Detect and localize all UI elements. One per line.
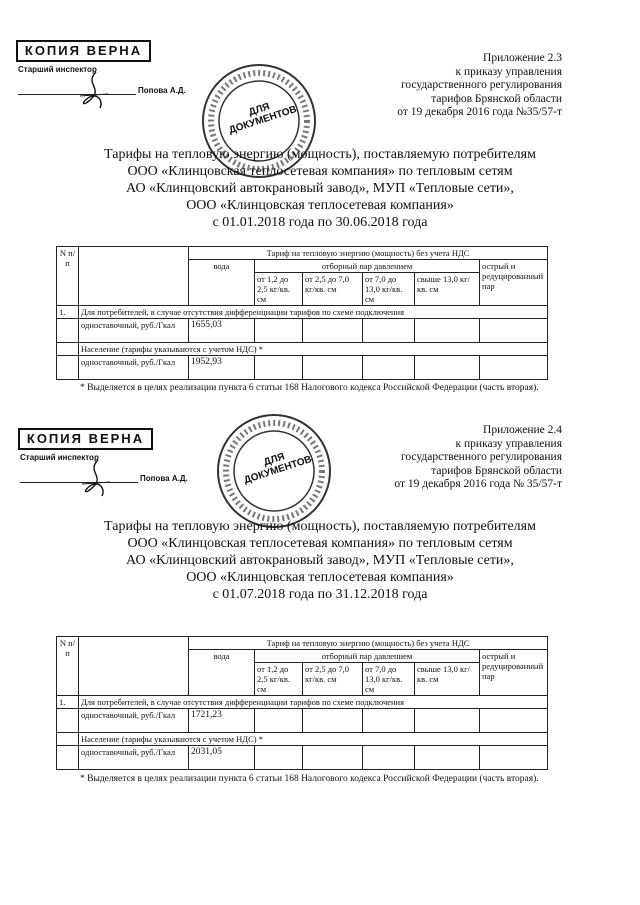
table-cell xyxy=(415,319,480,343)
row-section: Население (тарифы указываются с учетом НДС) * xyxy=(79,343,548,356)
copy-stamp-title: КОПИЯ ВЕРНА xyxy=(16,40,151,62)
appendix-date: от 19 декабря 2016 года №35/57-т xyxy=(397,106,562,118)
title-period: с 01.01.2018 года по 30.06.2018 года xyxy=(212,215,428,230)
header-n: N п/п xyxy=(57,247,79,306)
title-line: ООО «Клинцовская теплосетевая компания» по тепловым сетям xyxy=(127,164,513,179)
header-p4: свыше 13,0 кг/кв. см xyxy=(415,273,480,306)
copy-certified-stamp xyxy=(18,428,188,488)
table-cell xyxy=(57,733,79,746)
table-cell xyxy=(363,356,415,380)
header-p2: от 2,5 до 7,0 кг/кв. см xyxy=(303,273,363,306)
appendix-date: от 19 декабря 2016 года № 35/57-т xyxy=(394,478,562,490)
rate-value: 1721,23 xyxy=(189,709,255,733)
table-cell xyxy=(255,319,303,343)
table-cell xyxy=(480,746,548,770)
header-blank xyxy=(79,637,189,696)
appendix-line: к приказу управления xyxy=(455,437,562,450)
header-n: N п/п xyxy=(57,637,79,696)
title-period: с 01.07.2018 года по 31.12.2018 года xyxy=(212,587,428,602)
header-sharp: острый и редуцированный пар xyxy=(480,650,548,696)
appendix-line: государственного регулирования xyxy=(400,79,562,91)
table-cell xyxy=(303,746,363,770)
row-label: одноставочный, руб./Гкал xyxy=(79,319,189,343)
copy-stamp-role: Старший инспектор xyxy=(20,453,99,462)
row-label: одноставочный, руб./Гкал xyxy=(79,356,189,380)
header-p4: свыше 13,0 кг/кв. см xyxy=(415,663,480,696)
round-seal xyxy=(215,412,333,530)
table-cell xyxy=(303,356,363,380)
table-cell xyxy=(303,709,363,733)
header-p1: от 1,2 до 2,5 кг/кв. см xyxy=(255,663,303,696)
appendix-line: тарифов Брянской области xyxy=(431,92,562,105)
title-line: Тарифы на тепловую энергию (мощность), поставляемую потребителям xyxy=(104,519,536,534)
title-line: АО «Клинцовский автокрановый завод», МУП «Тепловые сети», xyxy=(126,553,514,568)
appendix-header xyxy=(397,52,562,120)
rate-value: 1655,03 xyxy=(189,319,255,343)
population-value: 2031,05 xyxy=(189,746,255,770)
row-number: 1. xyxy=(57,696,79,709)
appendix-number: Приложение 2.3 xyxy=(483,52,562,64)
signature-line xyxy=(18,94,136,95)
copy-stamp-title: КОПИЯ ВЕРНА xyxy=(18,428,153,450)
copy-stamp-name: Попова А.Д. xyxy=(140,474,188,483)
row-label: одноставочный, руб./Гкал xyxy=(79,746,189,770)
footnote xyxy=(56,382,548,394)
table-cell xyxy=(57,319,79,343)
table-cell xyxy=(57,356,79,380)
signature-line xyxy=(20,482,138,483)
footnote-text: * Выделяется в целях реализации пункта 6 статьи 168 Налогового кодекса Российской Федерации (часть вторая). xyxy=(80,383,539,393)
table-cell xyxy=(415,746,480,770)
title-line: АО «Клинцовский автокрановый завод», МУП «Тепловые сети», xyxy=(126,181,514,196)
table-cell xyxy=(57,343,79,356)
header-p3: от 7,0 до 13,0 кг/кв. см xyxy=(363,273,415,306)
row-label: одноставочный, руб./Гкал xyxy=(79,709,189,733)
row-section: Население (тарифы указываются с учетом НДС) * xyxy=(79,733,548,746)
table-cell xyxy=(303,319,363,343)
signature-icon xyxy=(74,70,114,110)
header-steam: отборный пар давлением xyxy=(255,650,480,663)
table-cell xyxy=(255,709,303,733)
header-water: вода xyxy=(189,260,255,306)
table-cell xyxy=(255,356,303,380)
header-p3: от 7,0 до 13,0 кг/кв. см xyxy=(363,663,415,696)
header-sharp: острый и редуцированный пар xyxy=(480,260,548,306)
table-cell xyxy=(363,319,415,343)
footnote xyxy=(56,773,548,785)
document-title xyxy=(40,146,600,231)
round-seal-text: ДЛЯ ДОКУМЕНТОВ xyxy=(227,101,299,137)
table-cell xyxy=(415,356,480,380)
header-p1: от 1,2 до 2,5 кг/кв. см xyxy=(255,273,303,306)
table-cell xyxy=(363,746,415,770)
header-steam: отборный пар давлением xyxy=(255,260,480,273)
round-seal-text: ДЛЯ ДОКУМЕНТОВ xyxy=(242,451,314,487)
header-blank xyxy=(79,247,189,306)
row-number: 1. xyxy=(57,306,79,319)
table-cell xyxy=(57,709,79,733)
table-cell xyxy=(480,709,548,733)
tariff-table xyxy=(56,246,548,380)
header-tariff: Тариф на тепловую энергию (мощность) без учета НДС xyxy=(189,637,548,650)
copy-stamp-name: Попова А.Д. xyxy=(138,86,186,95)
table-cell xyxy=(57,746,79,770)
header-tariff: Тариф на тепловую энергию (мощность) без учета НДС xyxy=(189,247,548,260)
appendix-line: тарифов Брянской области xyxy=(431,464,562,477)
population-value: 1952,93 xyxy=(189,356,255,380)
appendix-line: к приказу управления xyxy=(455,65,562,78)
title-line: Тарифы на тепловую энергию (мощность), поставляемую потребителям xyxy=(104,147,536,162)
header-p2: от 2,5 до 7,0 кг/кв. см xyxy=(303,663,363,696)
signature-icon xyxy=(76,458,116,498)
table-cell xyxy=(480,356,548,380)
appendix-number: Приложение 2.4 xyxy=(483,424,562,436)
row-section: Для потребителей, в случае отсутствия дифференциации тарифов по схеме подключения xyxy=(79,696,548,709)
tariff-table xyxy=(56,636,548,770)
table-cell xyxy=(255,746,303,770)
appendix-line: государственного регулирования xyxy=(400,451,562,463)
title-line: ООО «Клинцовская теплосетевая компания» по тепловым сетям xyxy=(127,536,513,551)
appendix-header xyxy=(394,424,562,492)
title-line: ООО «Клинцовская теплосетевая компания» xyxy=(186,570,454,585)
table-cell xyxy=(415,709,480,733)
footnote-text: * Выделяется в целях реализации пункта 6 статьи 168 Налогового кодекса Российской Федерации (часть вторая). xyxy=(80,774,539,784)
row-section: Для потребителей, в случае отсутствия дифференциации тарифов по схеме подключения xyxy=(79,306,548,319)
copy-certified-stamp xyxy=(16,40,186,100)
table-cell xyxy=(363,709,415,733)
document-title xyxy=(40,518,600,603)
title-line: ООО «Клинцовская теплосетевая компания» xyxy=(186,198,454,213)
header-water: вода xyxy=(189,650,255,696)
table-cell xyxy=(480,319,548,343)
copy-stamp-role: Старший инспектор xyxy=(18,65,97,74)
